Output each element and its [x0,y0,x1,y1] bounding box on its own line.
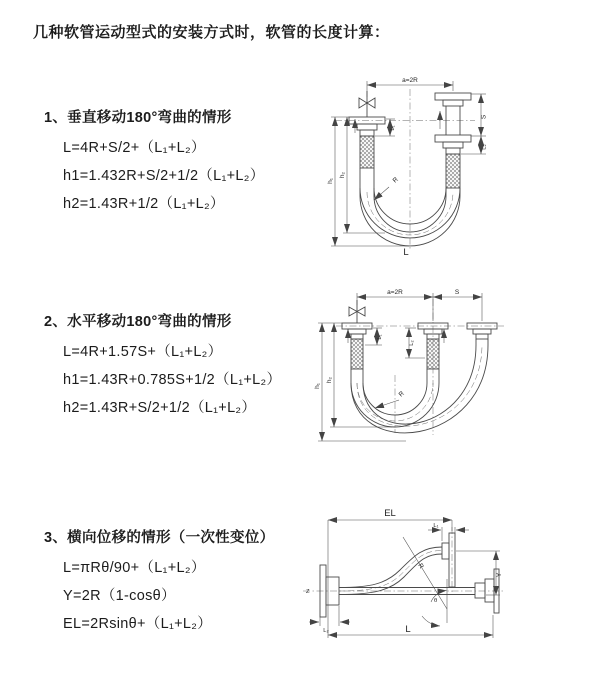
formula-h1: h1=1.432R+S/2+1/2（L₁+L₂） [63,168,265,184]
dim-label-l: L [405,624,411,635]
formula-l: L=πRθ/90+（L₁+L₂） [63,560,206,576]
dim-label-r: R [397,390,406,399]
radius-line [403,537,447,609]
dim-label-l2: L₂ [481,144,488,150]
formula-l: L=4R+S/2+（L₁+L₂） [63,140,206,156]
axis-mark-z: Z [306,589,310,595]
dim-label-l1: L₁ [433,523,439,529]
braided-hose-section [351,339,363,369]
dim-label-s: S [480,114,488,120]
dim-label-l2: L₂ [409,340,415,346]
section-3-heading: 3、横向位移的情形（一次性变位） [44,530,275,546]
formula-l: L=4R+1.57S+（L₁+L₂） [63,344,223,360]
diagram-horizontal-180-bend [308,283,600,458]
dimensions [309,520,500,638]
braided-hose-section [360,136,374,168]
dim-label-a2r: a=2R [387,289,403,296]
formula-h1: h1=1.43R+0.785S+1/2（L₁+L₂） [63,372,282,388]
dim-label-el: EL [384,508,396,519]
dim-label-r: R [416,562,425,571]
dim-label-theta: θ [434,598,438,604]
hose-assembly [342,300,497,433]
formula-el: EL=2Rsinθ+（L₁+L₂） [63,616,213,632]
diagram-lateral-displacement [300,503,600,650]
section-1-heading: 1、垂直移动180°弯曲的情形 [44,110,232,126]
dim-label-l2: L₂ [323,628,329,634]
dim-label-l1: L₁ [390,125,396,131]
diagram-vertical-180-bend [313,73,590,258]
hose-assembly [349,91,471,246]
formula-h2: h2=1.43R+S/2+1/2（L₁+L₂） [63,400,257,416]
braided-hose-section [446,154,460,188]
page-title: 几种软管运动型式的安装方式时，软管的长度计算： [33,24,390,41]
flange [435,135,471,142]
section-2-heading: 2、水平移动180°弯曲的情形 [44,314,232,330]
section-lateral-displacement [0,526,300,636]
hose-curve-bottom-wall [339,554,442,595]
dim-label-h2: h₂ [326,376,333,384]
dim-label-l: L [403,247,409,258]
dim-label-h1: h₁ [314,383,321,389]
dim-label-h1: h₁ [327,178,334,184]
radius-leader [375,400,399,408]
hose-assembly [320,533,499,623]
flange [435,93,471,100]
section-vertical-movement [0,106,300,216]
formula-y: Y=2R（1-cosθ） [63,588,176,604]
dim-label-y: Y [496,572,503,578]
angle-arc [422,616,440,626]
dim-labels [306,508,503,635]
dim-label-l1: L₁ [377,334,383,340]
dimensions [318,293,482,441]
radius-leader [374,187,389,200]
formula-h2: h2=1.43R+1/2（L₁+L₂） [63,196,225,212]
dim-label-r: R [391,176,400,185]
dim-label-a2r: a=2R [402,77,418,84]
dim-label-s: S [454,289,460,296]
section-horizontal-movement [0,310,300,420]
dim-label-h2: h₂ [339,171,346,179]
braided-hose-section [427,339,439,369]
